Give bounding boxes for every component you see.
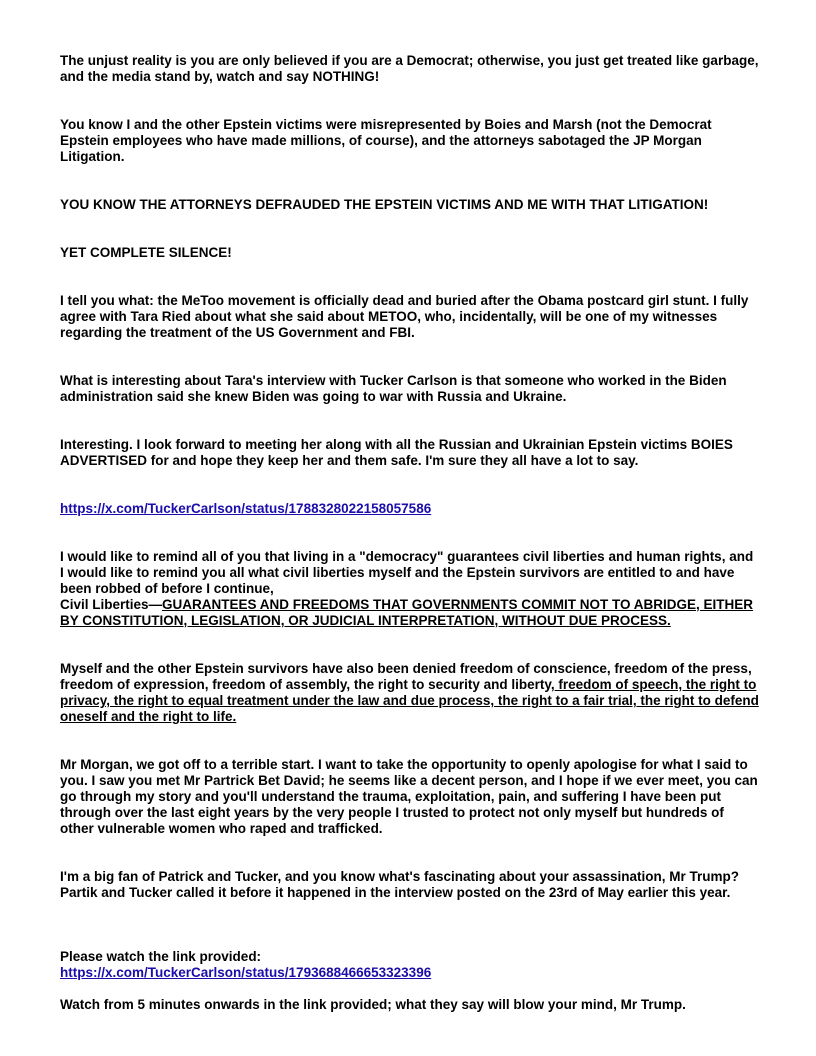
paragraph-watch-five-minutes: Watch from 5 minutes onwards in the link provided; what they say will blow your mind, Mr Trump. [60,997,686,1012]
paragraph-civil-liberties [60,549,760,629]
tucker-carlson-link-2[interactable]: https://x.com/TuckerCarlson/status/1793688466653323396 [60,965,432,980]
denied-freedoms-underlined: freedom of speech, the right to privacy, the right to equal treatment under the law and due process, the right to a fair trial, the right to defend oneself and the right to life. [60,677,759,724]
paragraph-complete-silence: YET COMPLETE SILENCE! [60,245,232,260]
link-paragraph-1 [60,501,760,517]
civil-liberties-definition: GUARANTEES AND FREEDOMS THAT GOVERNMENTS COMMIT NOT TO ABRIDGE, EITHER BY CONSTITUTION, LEGISLATION, OR JUDICIAL INTERPRETATION, WITHOUT DUE PROCESS. [60,597,754,628]
paragraph-denied-freedoms [60,661,760,725]
watch-link-intro: Please watch the link provided: [60,949,262,964]
paragraph-misrepresented: You know I and the other Epstein victims were misrepresented by Boies and Marsh (not the Democrat Epstein employees who have made millions, of course), and the attorneys sabotaged the JP Morgan Litigation. [60,117,712,164]
paragraph-mr-morgan: Mr Morgan, we got off to a terrible start. I want to take the opportunity to openly apologise for what I said to you. I saw you met Mr Partrick Bet David; he seems like a decent person, and I hope if we ever meet, you can go through my story and you'll understand the trauma, exploitation, pain, and suffering I have been put through over the last eight years by the very people I trusted to protect not only myself but hundreds of other vulnerable women who raped and trafficked. [60,757,758,836]
denied-freedoms-text: Myself and the other Epstein survivors have also been denied freedom of conscience, freedom of the press, freedom of expression, freedom of assembly, the right to security and liberty, [60,661,752,692]
paragraph-watch-link [60,949,760,981]
civil-liberties-label: Civil Liberties— [60,597,163,612]
paragraph-unjust-reality: The unjust reality is you are only believed if you are a Democrat; otherwise, you just get treated like garbage, and the media stand by, watch and say NOTHING! [60,53,759,84]
tucker-carlson-link-1[interactable]: https://x.com/TuckerCarlson/status/1788328022158057586 [60,501,432,516]
paragraph-patrick-tucker: I'm a big fan of Patrick and Tucker, and you know what's fascinating about your assassination, Mr Trump? Partik and Tucker called it before it happened in the interview posted on the 23rd of May earlier this year. [60,869,740,900]
paragraph-interesting: Interesting. I look forward to meeting her along with all the Russian and Ukrainian Epstein victims BOIES ADVERTISED for and hope they keep her and them safe. I'm sure they all have a lot to say. [60,437,733,468]
paragraph-attorneys-defrauded: YOU KNOW THE ATTORNEYS DEFRAUDED THE EPSTEIN VICTIMS AND ME WITH THAT LITIGATION! [60,197,709,212]
paragraph-tara-interview: What is interesting about Tara's interview with Tucker Carlson is that someone who worked in the Biden administration said she knew Biden was going to war with Russia and Ukraine. [60,373,727,404]
civil-liberties-intro: I would like to remind all of you that living in a "democracy" guarantees civil liberties and human rights, and I would like to remind you all what civil liberties myself and the Epstein survivors are entitled to and have been robbed of before I continue, [60,549,754,596]
paragraph-metoo: I tell you what: the MeToo movement is officially dead and buried after the Obama postcard girl stunt. I fully agree with Tara Ried about what she said about METOO, who, incidentally, will be one of my witnesses regarding the treatment of the US Government and FBI. [60,293,749,340]
